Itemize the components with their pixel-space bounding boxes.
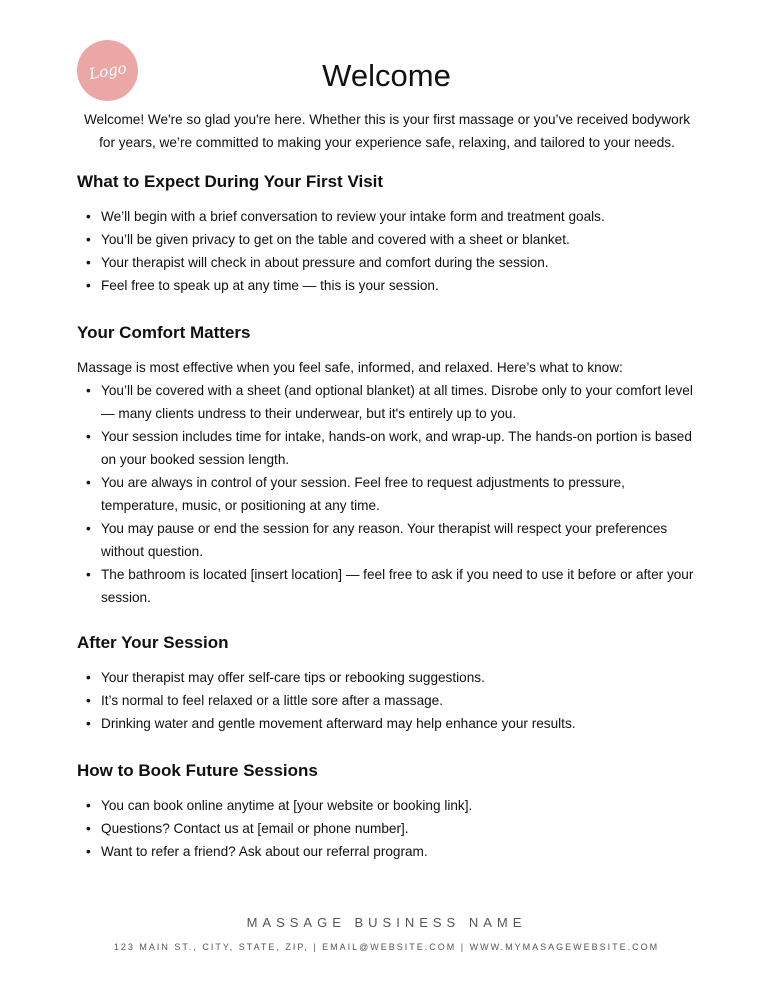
list-item: • Drinking water and gentle movement afterward may help enhance your results. bbox=[77, 712, 697, 735]
list-item: • You may pause or end the session for any reason. Your therapist will respect your preferences without question. bbox=[77, 517, 697, 563]
list-item: • You’ll be covered with a sheet (and optional blanket) at all times. Disrobe only to your comfort level — many clients undress to their underwear, but it's entirely up to you. bbox=[77, 379, 697, 425]
section-heading: After Your Session bbox=[77, 633, 229, 652]
section-heading: How to Book Future Sessions bbox=[77, 761, 318, 780]
section-first-visit bbox=[77, 171, 697, 297]
list-item: • You are always in control of your session. Feel free to request adjustments to pressure, temperature, music, or positioning at any time. bbox=[77, 471, 697, 517]
list-item: • We’ll begin with a brief conversation to review your intake form and treatment goals. bbox=[77, 205, 697, 228]
bullet-list bbox=[77, 794, 697, 863]
footer-business-name: MASSAGE BUSINESS NAME bbox=[246, 915, 527, 930]
section-heading: Your Comfort Matters bbox=[77, 323, 251, 342]
bullet-list bbox=[77, 379, 697, 609]
list-item: • You can book online anytime at [your website or booking link]. bbox=[77, 794, 697, 817]
section-lead: Massage is most effective when you feel safe, informed, and relaxed. Here’s what to know: bbox=[77, 360, 623, 375]
page-title: Welcome bbox=[322, 58, 451, 93]
section-book-future bbox=[77, 760, 697, 863]
bullet-list bbox=[77, 205, 697, 297]
list-item: • Your therapist may offer self-care tips or rebooking suggestions. bbox=[77, 666, 697, 689]
list-item: • Feel free to speak up at any time — this is your session. bbox=[77, 274, 697, 297]
footer-address: 123 MAIN ST., CITY, STATE, ZIP, | EMAIL@WEBSITE.COM | WWW.MYMASAGEWEBSITE.COM bbox=[113, 942, 660, 952]
section-comfort bbox=[77, 322, 697, 609]
section-after-session bbox=[77, 632, 697, 735]
intro-paragraph: Welcome! We're so glad you're here. Whether this is your first massage or you’ve received bodywork for years, we’re committed to making your experience safe, relaxing, and tailored to your needs. bbox=[83, 112, 691, 150]
list-item: • You’ll be given privacy to get on the table and covered with a sheet or blanket. bbox=[77, 228, 697, 251]
section-heading: What to Expect During Your First Visit bbox=[77, 172, 384, 191]
list-item: • Questions? Contact us at [email or phone number]. bbox=[77, 817, 697, 840]
logo-text: Logo bbox=[87, 58, 128, 83]
bullet-list bbox=[77, 666, 697, 735]
list-item: • Your therapist will check in about pressure and comfort during the session. bbox=[77, 251, 697, 274]
list-item: • The bathroom is located [insert location] — feel free to ask if you need to use it before or after your session. bbox=[77, 563, 697, 609]
list-item: • It’s normal to feel relaxed or a little sore after a massage. bbox=[77, 689, 697, 712]
list-item: • Your session includes time for intake, hands-on work, and wrap-up. The hands-on portion is based on your booked session length. bbox=[77, 425, 697, 471]
list-item: • Want to refer a friend? Ask about our referral program. bbox=[77, 840, 697, 863]
